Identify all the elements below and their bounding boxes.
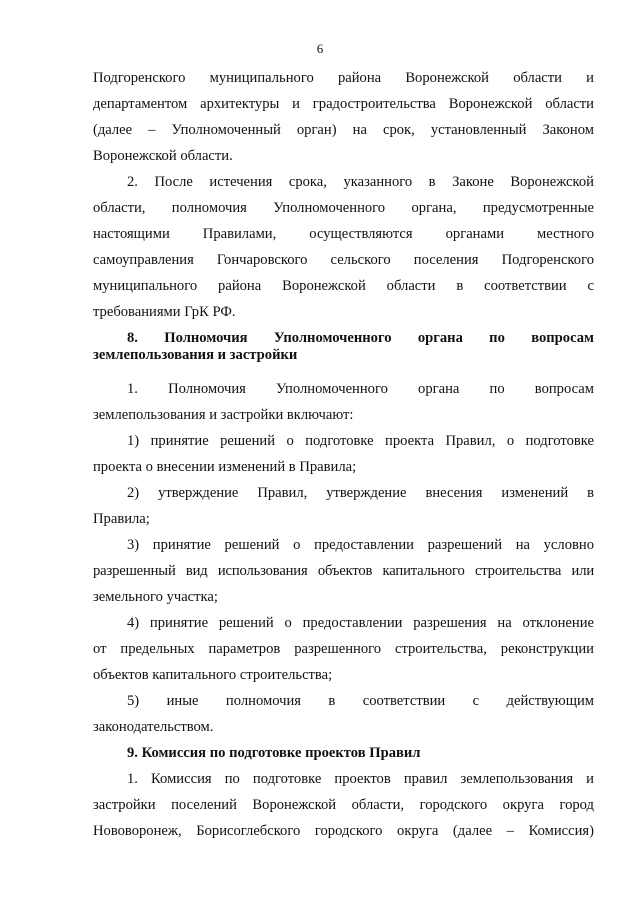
text-line: объектов капитального строительства; [93, 667, 333, 683]
section-heading-9: 9. Комиссия по подготовке проектов Правил [127, 745, 421, 761]
text-line: 2. После истечения срока, указанного в Законе Воронежской [127, 174, 594, 190]
text-line: области, полномочия Уполномоченного органа, предусмотренные [93, 200, 594, 216]
text-line: настоящими Правилами, осуществляются органами местного [93, 226, 594, 242]
text-line: землепользования и застройки включают: [93, 407, 354, 423]
list-item: 1) принятие решений о подготовке проекта Правил, о подготовке [127, 433, 594, 449]
text-line: от предельных параметров разрешенного строительства, реконструкции [93, 641, 594, 657]
section-heading-8-continuation: землепользования и застройки [93, 347, 298, 363]
text-line: (далее – Уполномоченный орган) на срок, установленный Законом [93, 122, 594, 138]
text-line: застройки поселений Воронежской области, городского округа город [93, 797, 594, 813]
list-item: 5) иные полномочия в соответствии с действующим [127, 693, 594, 709]
list-item: 2) утверждение Правил, утверждение внесения изменений в [127, 485, 594, 501]
text-line: Правила; [93, 511, 150, 527]
text-line: департаментом архитектуры и градостроительства Воронежской области [93, 96, 594, 112]
text-line: самоуправления Гончаровского сельского поселения Подгоренского [93, 252, 594, 268]
text-line: законодательством. [93, 719, 214, 735]
text-line: земельного участка; [93, 589, 218, 605]
list-item: 3) принятие решений о предоставлении разрешений на условно [127, 537, 594, 553]
text-line: Воронежской области. [93, 148, 233, 164]
text-line: разрешенный вид использования объектов капитального строительства или [93, 563, 594, 579]
list-item: 4) принятие решений о предоставлении разрешения на отклонение [127, 615, 594, 631]
text-line: Подгоренского муниципального района Воронежской области и [93, 70, 594, 86]
text-line: муниципального района Воронежской области в соответствии с [93, 278, 594, 294]
page-number: 6 [316, 41, 324, 56]
text-line: 1. Полномочия Уполномоченного органа по вопросам [127, 381, 594, 397]
text-line: Нововоронеж, Борисоглебского городского округа (далее – Комиссия) [93, 823, 594, 839]
text-line: проекта о внесении изменений в Правила; [93, 459, 357, 475]
text-line: требованиями ГрК РФ. [93, 304, 236, 320]
section-heading-8: 8. Полномочия Уполномоченного органа по вопросам [127, 330, 594, 346]
text-line: 1. Комиссия по подготовке проектов правил землепользования и [127, 771, 594, 787]
